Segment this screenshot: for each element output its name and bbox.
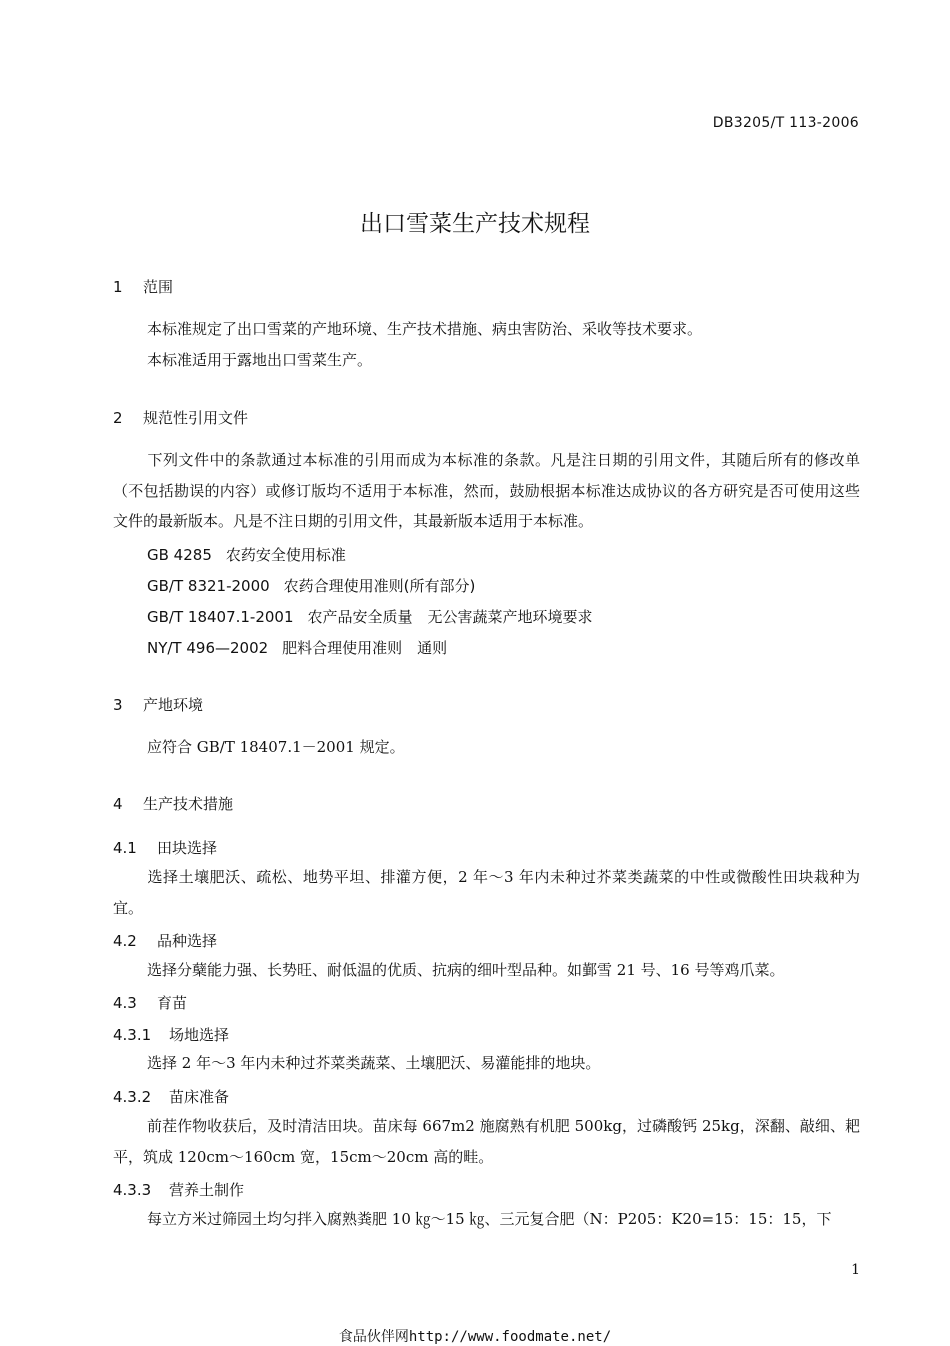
- section-heading-4-1: 4.1 田块选择: [113, 839, 218, 857]
- document-number: DB3205/T 113-2006: [712, 115, 859, 131]
- reference-item: GB 4285 农药安全使用标准: [147, 546, 346, 564]
- paragraph: 前茬作物收获后，及时清洁田块。苗床每 667m2 施腐熟有机肥 500kg，过磷酸钙 25kg，深翻、敲细、耙平，筑成 120cm～160cm 宽，15cm～20cm 高的畦。: [113, 1117, 860, 1166]
- section-heading-4-3-1: 4.3.1 场地选择: [113, 1026, 230, 1044]
- section-heading-4-3-3: 4.3.3 营养土制作: [113, 1181, 245, 1199]
- reference-item: NY/T 496—2002 肥料合理使用准则 通则: [147, 639, 448, 657]
- paragraph: 选择土壤肥沃、疏松、地势平坦、排灌方便，2 年～3 年内未种过芥菜类蔬菜的中性或微酸性田块栽种为宜。: [113, 868, 860, 917]
- paragraph: 本标准适用于露地出口雪菜生产。: [147, 351, 373, 369]
- section-heading-1: 1 范围: [113, 278, 174, 296]
- paragraph: 应符合 GB/T 18407.1－2001 规定。: [147, 738, 405, 756]
- paragraph: 下列文件中的条款通过本标准的引用而成为本标准的条款。凡是注日期的引用文件，其随后所有的修改单（不包括勘误的内容）或修订版均不适用于本标准，然而，鼓励根据本标准达成协议的各方研究是否可使用这些文件的最新版本。凡是不注日期的引用文件，其最新版本适用于本标准。: [113, 451, 860, 530]
- paragraph: 每立方米过筛园土均匀拌入腐熟粪肥 10 ㎏～15 ㎏、三元复合肥（N：P205：K20=15：15：15，下: [147, 1210, 832, 1228]
- reference-item: GB/T 8321-2000 农药合理使用准则(所有部分): [147, 577, 476, 595]
- section-heading-4-2: 4.2 品种选择: [113, 932, 218, 950]
- section-heading-4-3: 4.3 育苗: [113, 994, 188, 1012]
- paragraph: 本标准规定了出口雪菜的产地环境、生产技术措施、病虫害防治、采收等技术要求。: [147, 320, 703, 338]
- page-number: 1: [851, 1262, 860, 1278]
- document-title: 出口雪菜生产技术规程: [360, 211, 590, 237]
- paragraph: 选择分蘖能力强、长势旺、耐低温的优质、抗病的细叶型品种。如鄞雪 21 号、16 号等鸡爪菜。: [147, 961, 785, 979]
- paragraph: 选择 2 年～3 年内未种过芥菜类蔬菜、土壤肥沃、易灌能排的地块。: [147, 1054, 601, 1072]
- section-heading-4: 4 生产技术措施: [113, 795, 234, 813]
- reference-item: GB/T 18407.1-2001 农产品安全质量 无公害蔬菜产地环境要求: [147, 608, 593, 626]
- section-heading-2: 2 规范性引用文件: [113, 409, 249, 427]
- footer-watermark-link[interactable]: 食品伙伴网http://www.foodmate.net/: [338, 1329, 612, 1345]
- section-heading-3: 3 产地环境: [113, 696, 204, 714]
- section-heading-4-3-2: 4.3.2 苗床准备: [113, 1088, 230, 1106]
